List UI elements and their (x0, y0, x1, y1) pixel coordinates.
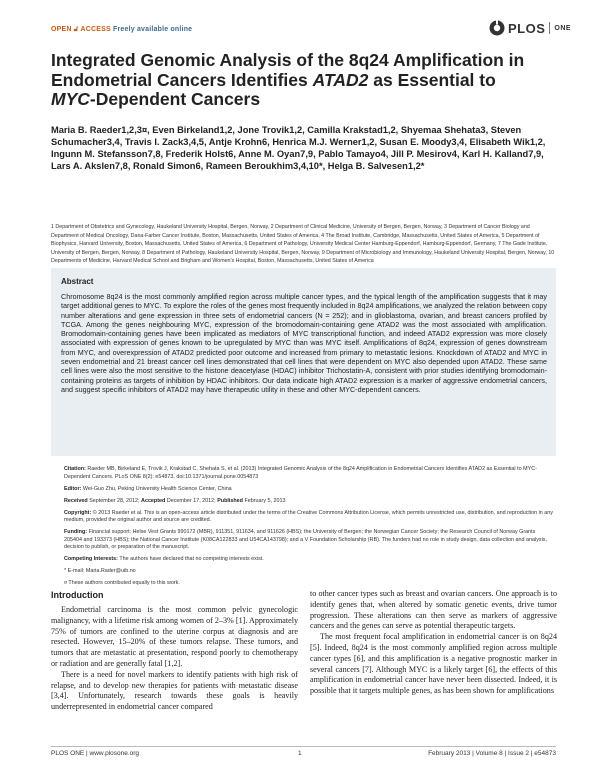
author-list: Maria B. Raeder1,2,3¤, Even Birkeland1,2, Jone Trovik1,2, Camilla Krakstad1,2, Shyemaa Shehata3, Steven Schumacher3,4, Travis I. Zack3,4,5, Antje Krohn6, Henrica M.J. Werner1,2, Susan E. Moody3,4, Elisabeth Wik1,2, Ingunn M. Stefansson7,8, Frederik Holst6, Anne M. Oyan7,9, Pablo Tamayo4, Jill P. Mesirov4, Karl H. Kalland7,9, Lars A. Akslen7,8, Ronald Simon6, Rameen Beroukhim3,4,10*, Helga B. Salvesen1,2* (51, 125, 546, 171)
introduction-heading: Introduction (51, 590, 104, 600)
availability-label: Freely available online (112, 26, 193, 33)
journal-logo-text: PLOS (508, 20, 546, 36)
citation-text: Raeder MB, Birkeland E, Trovik J, Krakstad C, Shehata S, et al. (2013) Integrated Genomic Analysis of the 8q24 Amplification in Endometrial Cancers Identifies ATAD2 as Essential to MYC-Dependent Cancers. PLoS ONE 8(2): e54873. doi:10.1371/journal.pone.0054873 (64, 466, 537, 480)
copyright-label: Copyright: (64, 509, 92, 516)
dates-block (64, 498, 554, 506)
citation-block (64, 466, 554, 481)
received-date: September 28, 2012; (89, 497, 140, 504)
published-date: February 5, 2013 (244, 497, 286, 504)
article-metadata (64, 466, 554, 592)
editor-label: Editor: (64, 485, 82, 492)
open-access-lock-icon: 🔓︎ (73, 26, 79, 33)
copyright-block (64, 510, 554, 525)
abstract-heading: Abstract (61, 277, 94, 286)
journal-logo[interactable] (489, 20, 571, 36)
accepted-date: December 17, 2012; (166, 497, 216, 504)
editor-text: Wei-Guo Zhu, Peking University Health Science Center, China (82, 485, 232, 492)
article-title (51, 51, 561, 110)
intro-paragraph-4: The most frequent focal amplification in endometrial cancer is on 8q24 [5]. Indeed, 8q24 is the most commonly amplified region across multiple cancer types [6], and this amplification is a negative prognostic marker in several cancers [7]. Although MYC is a likely target [6], the effects of this amplification in endometrial cancer have never been dissected. Indeed, it is possible that it targets multiple genes, as has been shown for amplifications (310, 632, 557, 696)
title-part-3: -Dependent Cancers (89, 89, 261, 109)
title-gene: ATAD2 (312, 69, 369, 90)
plos-logo-icon (489, 20, 505, 36)
competing-text: The authors have declared that no competing interests exist. (119, 556, 264, 563)
title-myc: MYC (51, 89, 90, 109)
footer-journal[interactable]: PLOS ONE | www.plosone.org (51, 750, 140, 757)
editor-block (64, 486, 554, 494)
competing-block (64, 556, 554, 564)
intro-paragraph-3: to other cancer types such as breast and ovarian cancers. One approach is to identify genes that, when altered by somatic genetic events, drive tumor progression. These alterations can then serve as markers of aggressive cancers and the genes can serve as potential therapeutic targets. (310, 589, 557, 631)
citation-label: Citation: (64, 466, 86, 472)
funding-label: Funding: (64, 529, 88, 536)
access-label: ACCESS (80, 26, 111, 33)
body-column-left (51, 605, 298, 713)
open-label: OPEN (51, 26, 72, 33)
title-part-1: Integrated Genomic Analysis of the 8q24 Amplification in Endometrial Cancers Identifies (51, 50, 525, 90)
received-label: Received (64, 497, 88, 504)
abstract-text: Chromosome 8q24 is the most commonly amplified region across multiple cancer types, and the typical length of the amplification suggests that it may target additional genes to MYC. To explore the roles of the genes most frequently included in 8q24 amplifications, we analyzed the relation between copy number alterations and gene expression in three sets of endometrial cancers (N = 252); and in glioblastoma, ovarian, and breast cancers profiled by TCGA. Among the genes neighbouring MYC, expression of the bromodomain-containing gene ATAD2 was the most associated with amplification. Bromodomain-containing genes have been implicated as mediators of MYC transcriptional function, and indeed ATAD2 expression was more closely associated with expression of genes known to be upregulated by MYC than was MYC itself. Amplifications of 8q24, expression of genes downstream from MYC, and overexpression of ATAD2 predicted poor outcome and increased from primary to metastatic lesions. Knockdown of ATAD2 and MYC in seven endometrial and 21 breast cancer cell lines demonstrated that cell lines that were dependent on MYC also depended upon ATAD2. These same cell lines were also the most sensitive to the histone deacetylase (HDAC) inhibitor Trichostatin-A, consistent with prior studies identifying bromodomain-containing proteins as targets of inhibition by HDAC inhibitors. Our data indicate high ATAD2 expression is a marker of aggressive endometrial cancers, and suggest specific inhibitors of ATAD2 may have therapeutic utility in these and other MYC-dependent cancers. (61, 292, 547, 394)
published-label: Published (217, 497, 243, 504)
footer-divider (51, 746, 556, 747)
body-column-right (310, 589, 557, 697)
footer-issue-info: February 2013 | Volume 8 | Issue 2 | e54873 (428, 750, 556, 757)
equal-contribution-note: ¤ These authors contributed equally to this work. (64, 580, 180, 587)
page-number: 1 (298, 750, 302, 757)
logo-divider (549, 22, 550, 34)
affiliations: 1 Department of Obstetrics and Gynecology, Haukeland University Hospital, Bergen, Norway, 2 Department of Clinical Medicine, University of Bergen, Bergen, Norway, 3 Department of Cancer Biology and Department of Medical Oncology, Dana-Farber Cancer Institute, Boston, Massachusetts, United States of America, 4 The Broad Institute, Cambridge, Massachusetts, United States of America, 5 Department of Biophysics, Harvard University, Boston, Massachusetts, United States of America, 6 Department of Pathology, University Medical Center Hamburg-Eppendorf, Hamburg-Eppendorf, Germany, 7 The Gade Institute, University of Bergen, Bergen, Norway, 8 Department of Pathology, Haukeland University Hospital, Bergen, Norway, 9 Department of Microbiology and Immunology, Haukeland University Hospital, Bergen, Norway, 10 Departments of Medicine, Harvard Medical School and Brigham and Women's Hospital, Boston, Massachusetts, United States of America (51, 224, 555, 265)
accepted-label: Accepted (141, 497, 166, 504)
title-part-2: as Essential to (373, 69, 496, 90)
funding-block (64, 529, 554, 552)
copyright-text: © 2013 Raeder et al. This is an open-access article distributed under the terms of the Creative Commons Attribution License, which permits unrestricted use, distribution, and reproduction in any medium, provided the original author and source are credited. (64, 509, 553, 524)
journal-logo-sub: ONE (554, 24, 572, 32)
open-access-banner (51, 26, 192, 34)
intro-paragraph-1: Endometrial carcinoma is the most common pelvic gynecologic malignancy, with a lifetime risk among women of 2–3% [1]. Approximately 75% of tumors are confined to the uterine corpus at diagnosis and are resected. However, 15–20% of these tumors relapse. These tumors, and tumors that are metastatic at presentation, respond poorly to chemotherapy or radiation and are generally fatal [1,2]. (51, 605, 298, 668)
intro-paragraph-2: There is a need for novel markers to identify patients with high risk of relapse, and to develop new therapies for patients with metastatic disease [3,4]. Unfortunately, research towards these goals is heavily underrepresented in endometrial cancer compared (51, 669, 298, 712)
competing-label: Competing Interests: (64, 556, 118, 563)
funding-text: Financial support: Helse Vest Grants 990172 (MBR), 911351, 911634, and 911626 (HBS); the University of Bergen; the Norwegian Cancer Society; the Research Council of Norway Grants 205404 and 193373 (HBS); the National Cancer Institute (K08CA122833 and U54CA143798); and a V Foundation Scholarship (RB). The funders had no role in study design, data collection and analysis, decision to publish, or preparation of the manuscript. (64, 529, 547, 551)
email-line[interactable]: * E-mail: Maria.Rader@uib.no (64, 568, 136, 575)
